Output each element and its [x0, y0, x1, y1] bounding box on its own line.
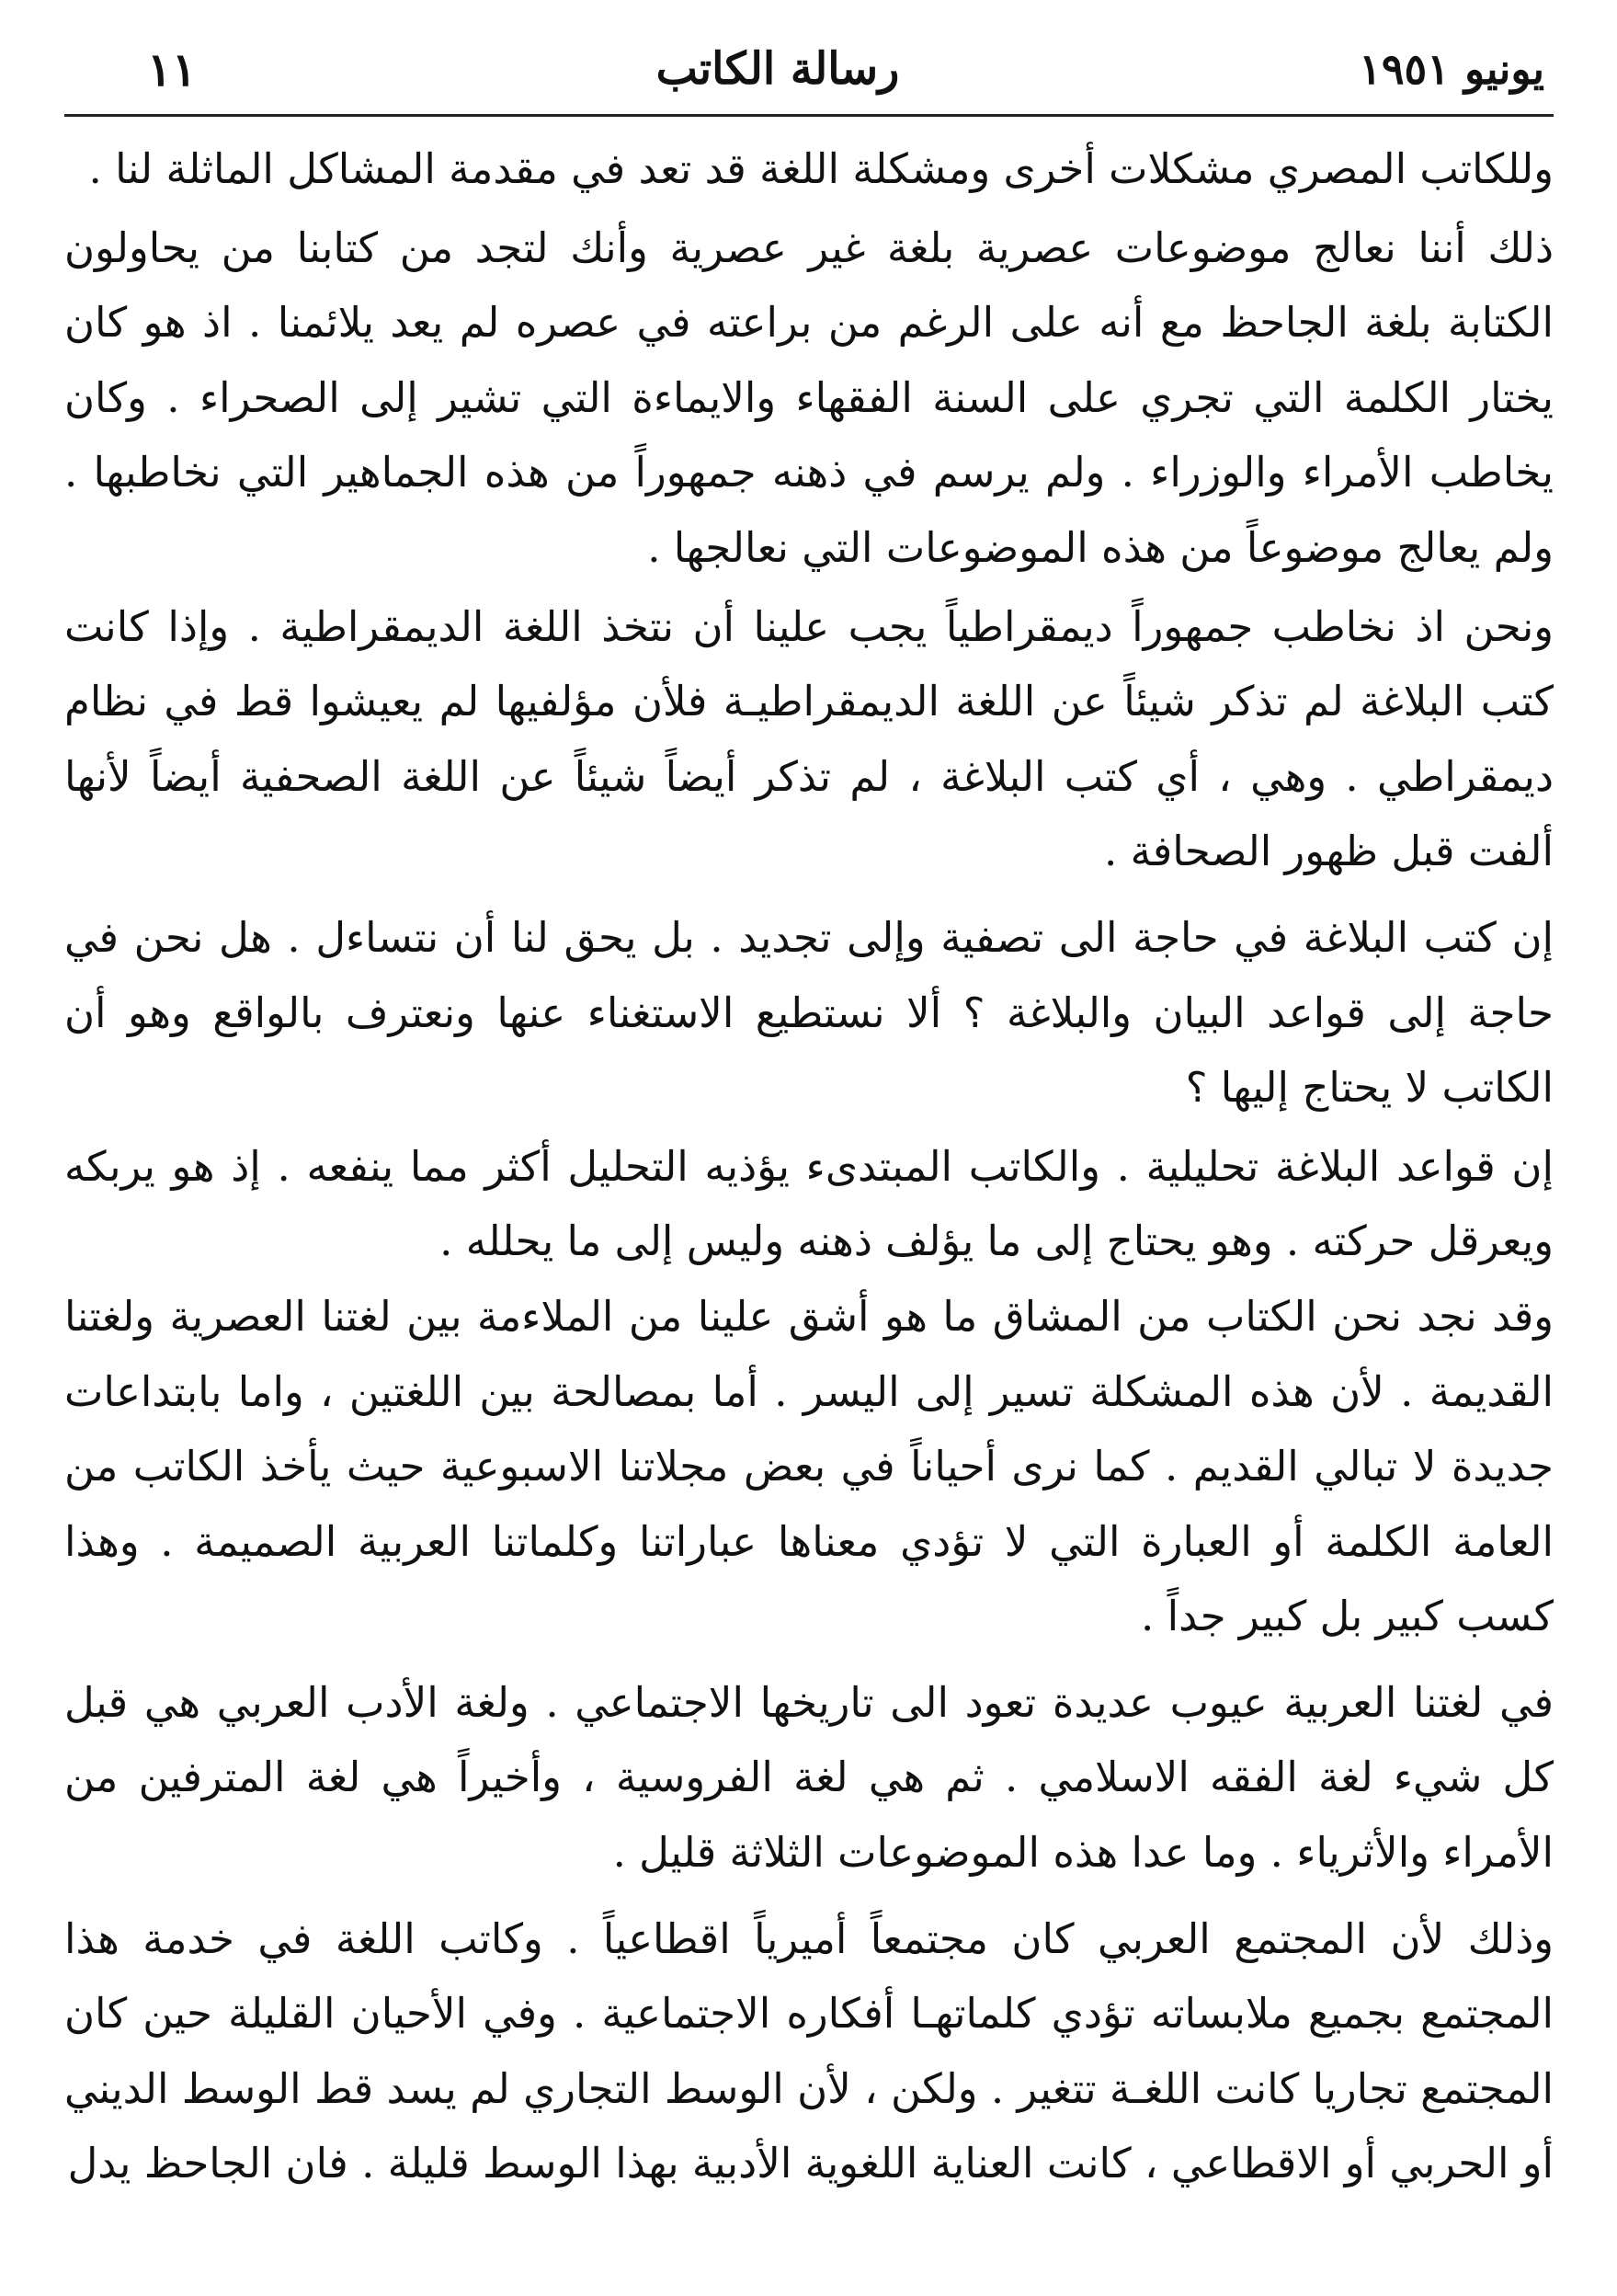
journal-title: رسالة الكاتب — [655, 43, 900, 95]
paragraph: وقد نجد نحن الكتاب من المشاق ما هو أشق علينا من الملاءمة بين لغتنا العصرية ولغتنا القديمة . لأن هذه المشكلة تسير إلى اليسر . أما بمصالحة بين اللغتين ، واما بابتداعات جديدة لا تبالي القديم . كما نرى أحياناً في بعض مجلاتنا الاسبوعية حيث يأخذ الكاتب من العامة الكلمة أو العبارة التي لا تؤدي معناها عباراتنا وكلماتنا العربية الصميمة . وهذا كسب كبير بل كبير جداً . — [64, 1291, 1554, 1641]
paragraph: إن كتب البلاغة في حاجة الى تصفية وإلى تجديد . بل يحق لنا أن نتساءل . هل نحن في حاجة إلى قواعد البيان والبلاغة ؟ ألا نستطيع الاستغناء عنها ونعترف بالواقع وهو أن الكاتب لا يحتاج إليها ؟ — [64, 912, 1554, 1113]
running-header — [64, 37, 1554, 101]
paragraph: وذلك لأن المجتمع العربي كان مجتمعاً أميرياً اقطاعياً . وكاتب اللغة في خدمة هذا المجتمع بجميع ملابساته تؤدي كلماتهـا أفكاره الاجتماعية . وفي الأحيان القليلة حين كان المجتمع تجاريا كانت اللغـة تتغير . ولكن ، لأن الوسط التجاري لم يسد قط الوسط الديني أو الحربي أو الاقطاعي ، كانت العناية اللغوية الأدبية بهذا الوسط قليلة . فان الجاحظ يدل — [64, 1913, 1554, 2188]
paragraph: إن قواعد البلاغة تحليلية . والكاتب المبتدىء يؤذيه التحليل أكثر مما ينفعه . إذ هو يربكه ويعرقل حركته . وهو يحتاج إلى ما يؤلف ذهنه وليس إلى ما يحلله . — [64, 1141, 1554, 1266]
paragraph: في لغتنا العربية عيوب عديدة تعود الى تاريخها الاجتماعي . ولغة الأدب العربي هي قبل كل شيء لغة الفقه الاسلامي . ثم هي لغة الفروسية ، وأخيراً هي لغة المترفين من الأمراء والأثرياء . وما عدا هذه الموضوعات الثلاثة قليل . — [64, 1677, 1554, 1878]
page — [64, 37, 1554, 2262]
issue-date: يونيو ١٩٥١ — [1359, 44, 1544, 94]
header-rule — [64, 114, 1554, 117]
paragraph: ذلك أننا نعالج موضوعات عصرية بلغة غير عصرية وأنك لتجد من كتابنا من يحاولون الكتابة بلغة الجاحظ مع أنه على الرغم من براعته في عصره لم يعد يلائمنا . اذ هو كان يختار الكلمة التي تجري على السنة الفقهاء والايماءة التي تشير إلى الصحراء . وكان يخاطب الأمراء والوزراء . ولم يرسم في ذهنه جمهوراً من هذه الجماهير التي نخاطبها . ولم يعالج موضوعاً من هذه الموضوعات التي نعالجها . — [64, 223, 1554, 572]
paragraph: وللكاتب المصري مشكلات أخرى ومشكلة اللغة قد تعد في مقدمة المشاكل الماثلة لنا . — [88, 144, 1554, 193]
article-body — [64, 131, 1554, 2201]
paragraph: ونحن اذ نخاطب جمهوراً ديمقراطياً يجب علينا أن نتخذ اللغة الديمقراطية . وإذا كانت كتب البلاغة لم تذكر شيئاً عن اللغة الديمقراطيـة فلأن مؤلفيها لم يعيشوا قط في نظام ديمقراطي . وهي ، أي كتب البلاغة ، لم تذكر أيضاً شيئاً عن اللغة الصحفية أيضاً لأنها ألفت قبل ظهور الصحافة . — [64, 601, 1554, 876]
page-number: ١١ — [147, 41, 197, 97]
